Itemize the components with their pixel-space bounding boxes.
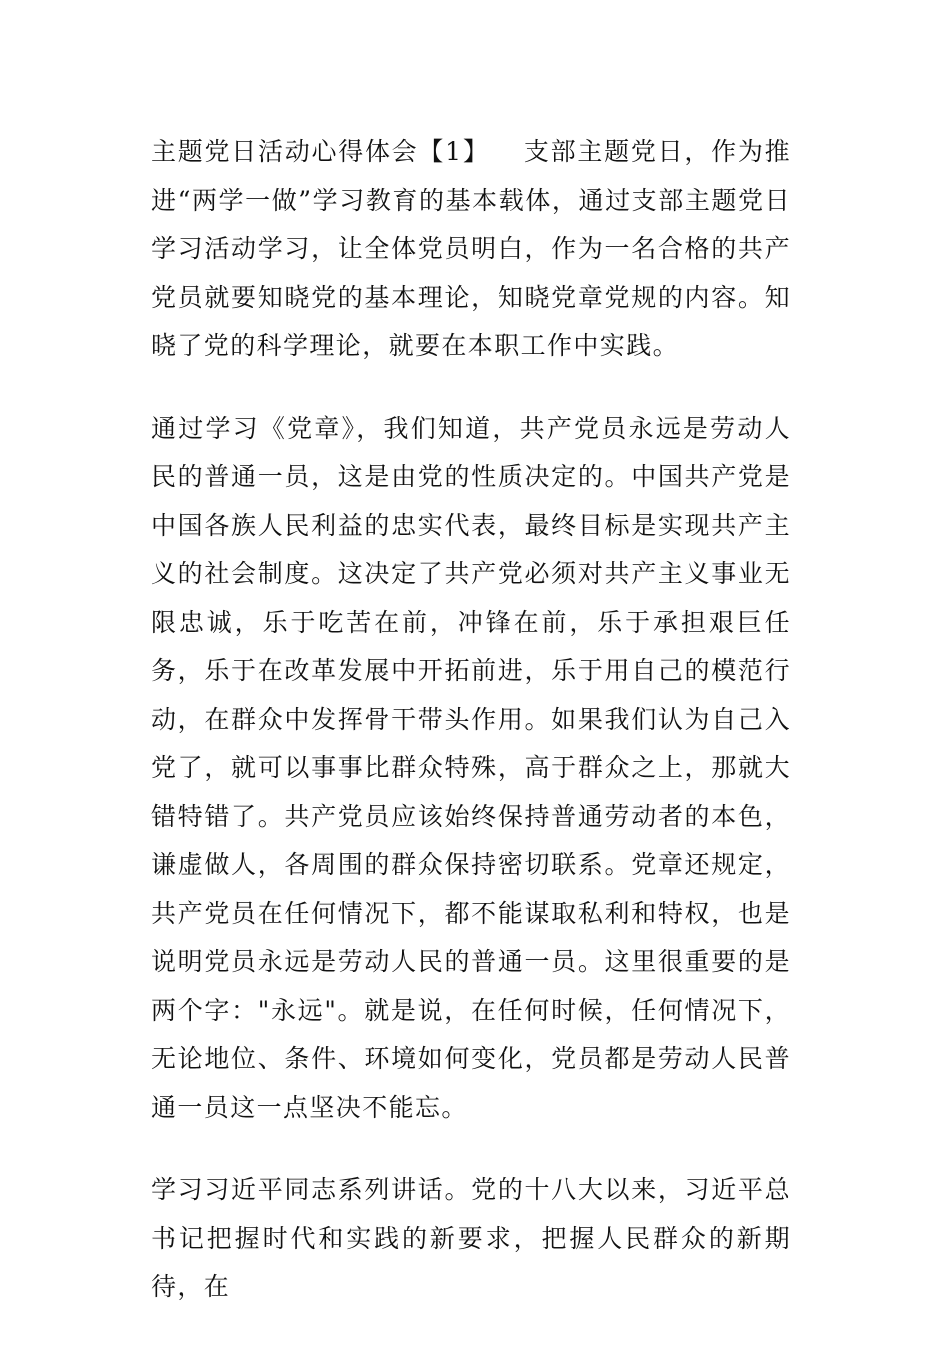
paragraph-2: 通过学习《党章》，我们知道，共产党员永远是劳动人民的普通一员，这是由党的性质决定的。中国共产党是中国各族人民利益的忠实代表，最终目标是实现共产主义的社会制度。这决定了共产党必须对共产主义事业无限忠诚，乐于吃苦在前，冲锋在前，乐于承担艰巨任务，乐于在改革发展中开拓前进，乐于用自己的模范行动，在群众中发挥骨干带头作用。如果我们认为自己入党了，就可以事事比群众特殊，高于群众之上，那就大错特错了。共产党员应该始终保持普通劳动者的本色，谦虚做人，各周围的群众保持密切联系。党章还规定，共产党员在任何情况下，都不能谋取私利和特权，也是说明党员永远是劳动人民的普通一员。这里很重要的是两个字："永远"。就是说，在任何时候，任何情况下，无论地位、条件、环境如何变化，党员都是劳动人民普通一员这一点坚决不能忘。 [151,413,791,1122]
document-body [151,128,791,1346]
document-title: 主题党日活动心得体会【1】 [151,137,490,166]
paragraph-1 [151,128,791,371]
paragraph-1-text: 支部主题党日，作为推进“两学一做”学习教育的基本载体，通过支部主题党日学习活动学习，让全体党员明白，作为一名合格的共产党员就要知晓党的基本理论，知晓党章党规的内容。知晓了党的科学理论，就要在本职工作中实践。 [151,137,791,360]
paragraph-3: 学习习近平同志系列讲话。党的十八大以来，习近平总书记把握时代和实践的新要求，把握人民群众的新期待，在 [151,1175,791,1301]
